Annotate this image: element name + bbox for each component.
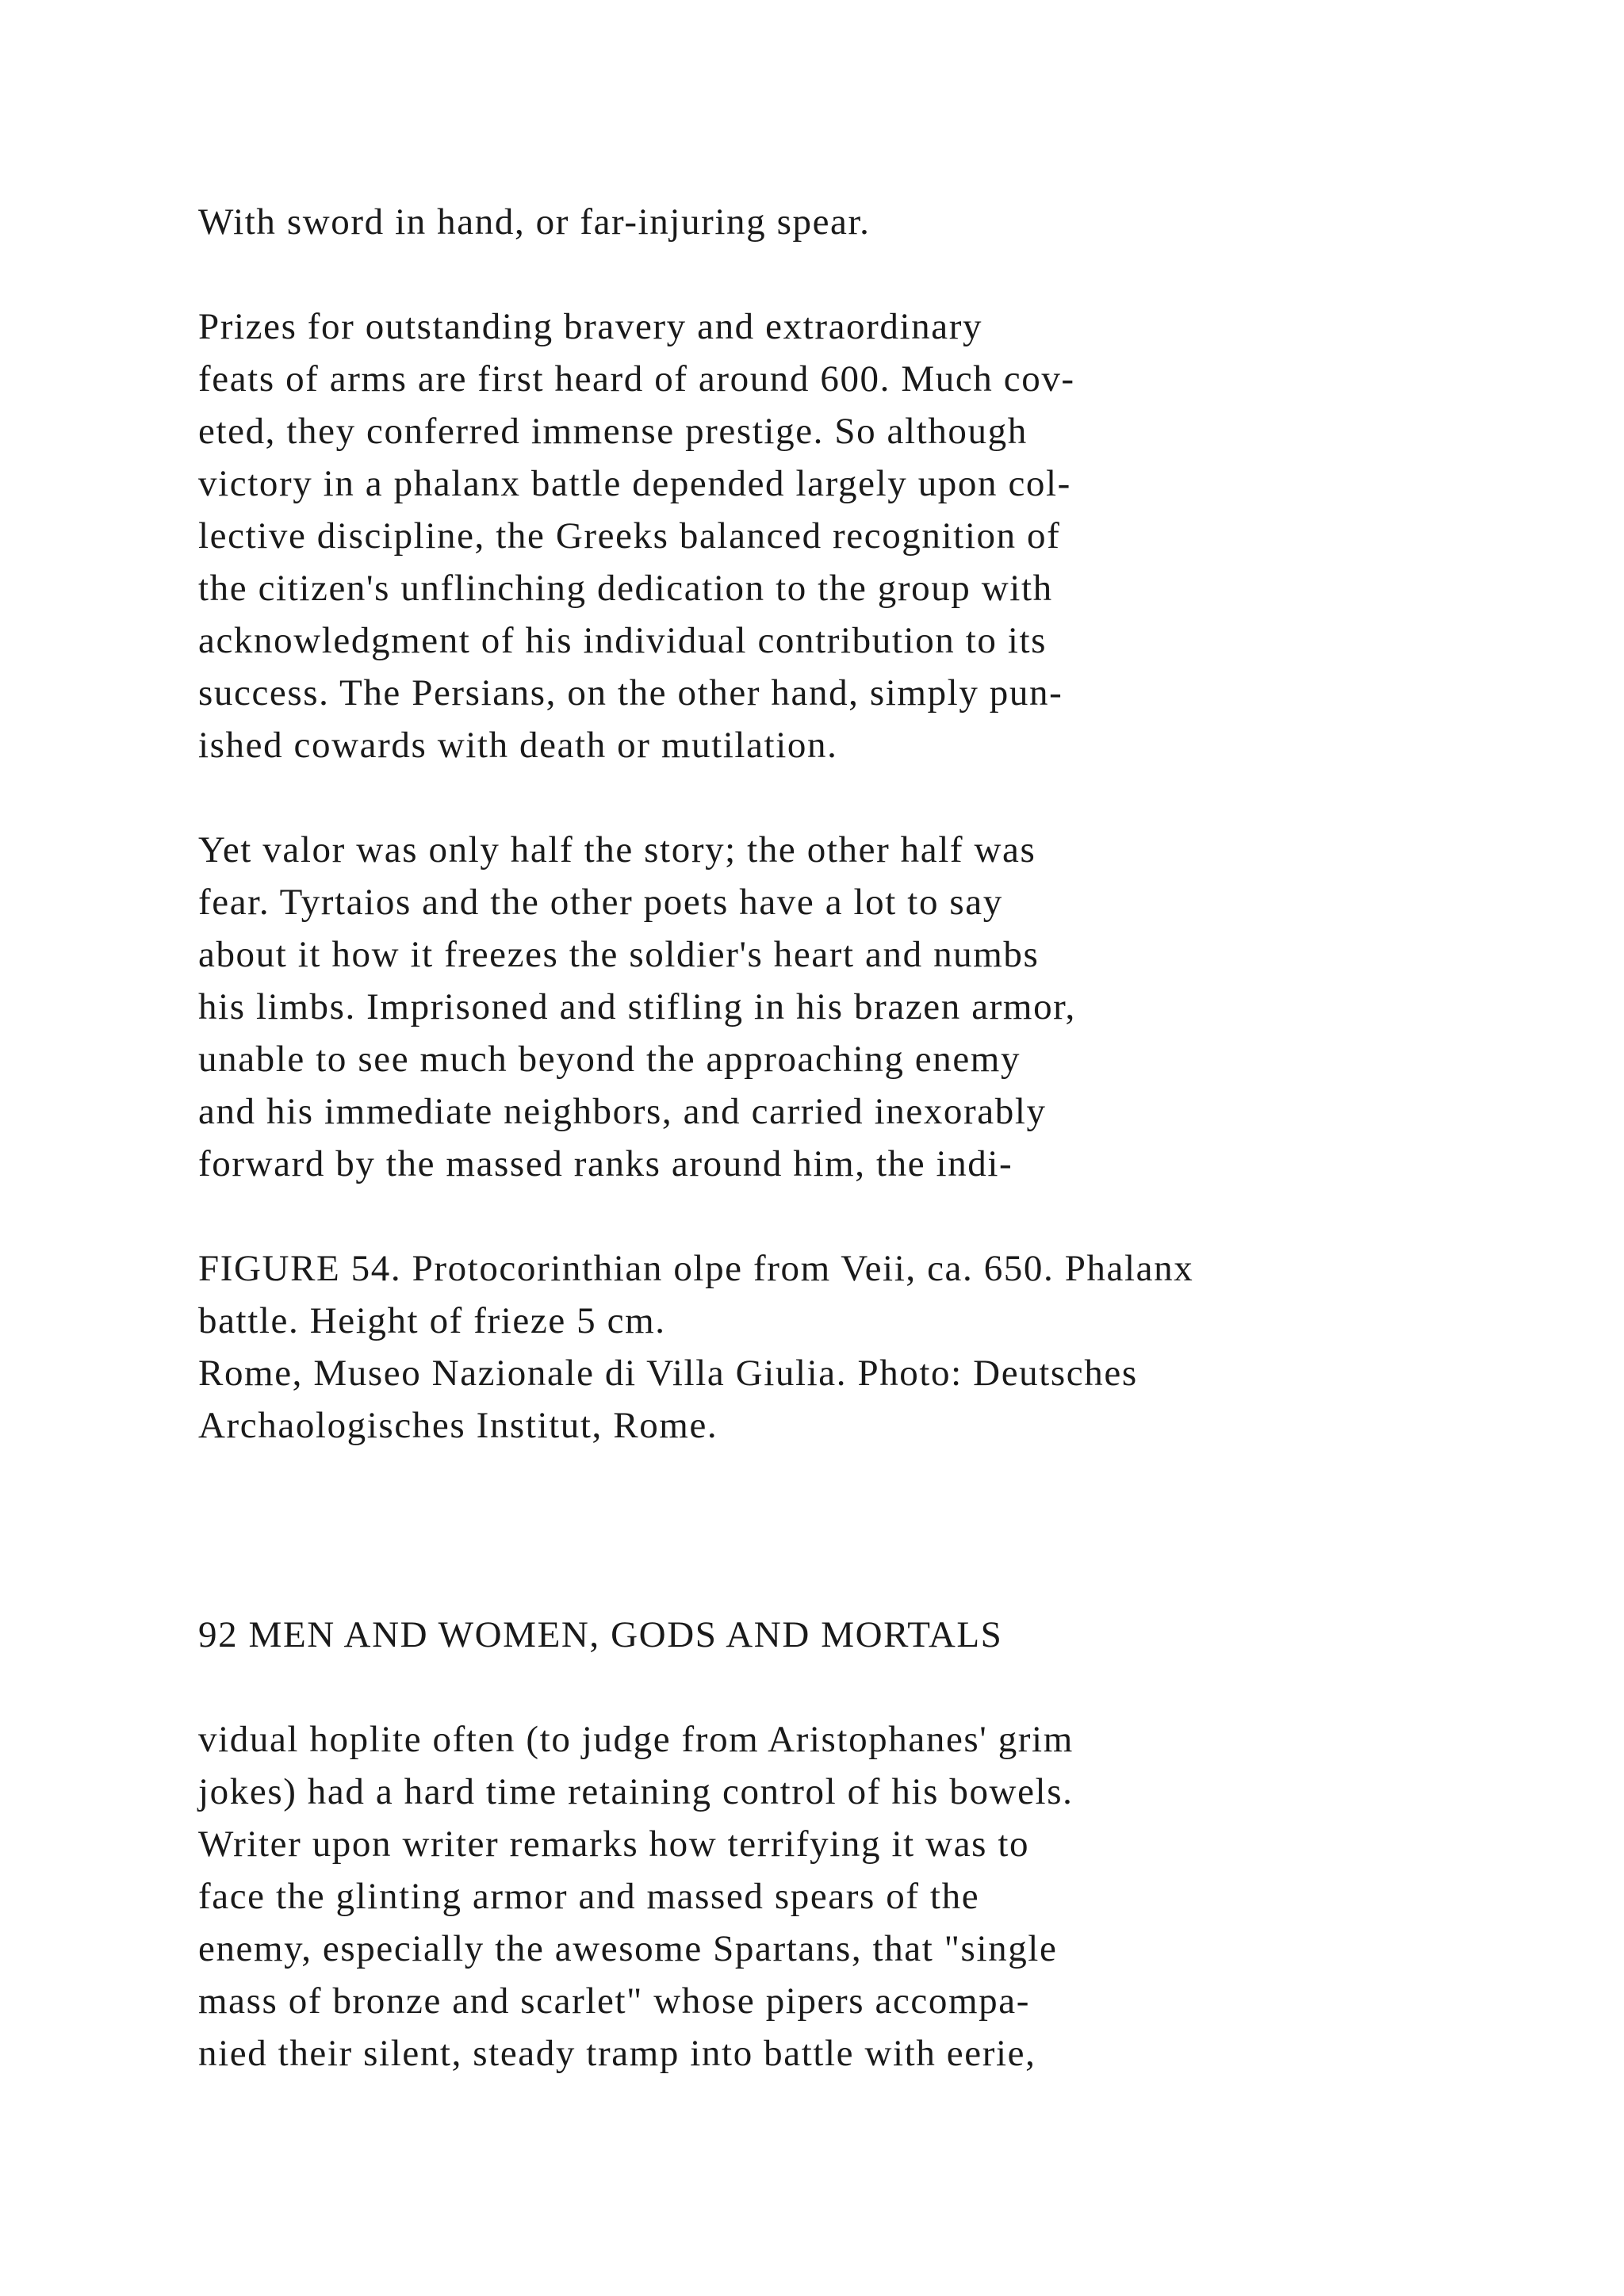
figure-caption-line: Rome, Museo Nazionale di Villa Giulia. Photo: Deutsches bbox=[198, 1353, 1138, 1394]
paragraph-1-line: lective discipline, the Greeks balanced recognition of bbox=[198, 515, 1061, 557]
paragraph-3-line: Writer upon writer remarks how terrifying it was to bbox=[198, 1823, 1030, 1865]
figure-caption-line: Archaologisches Institut, Rome. bbox=[198, 1405, 718, 1446]
paragraph-1-line: Prizes for outstanding bravery and extraordinary bbox=[198, 306, 983, 347]
paragraph-1-line: acknowledgment of his individual contribution to its bbox=[198, 620, 1048, 661]
paragraph-2-line: unable to see much beyond the approaching enemy bbox=[198, 1039, 1021, 1080]
running-header: 92 MEN AND WOMEN, GODS AND MORTALS bbox=[198, 1614, 1003, 1655]
figure-caption-line: battle. Height of frieze 5 cm. bbox=[198, 1300, 666, 1341]
opening-line: With sword in hand, or far-injuring spear. bbox=[198, 201, 871, 243]
paragraph-3-line: vidual hoplite often (to judge from Aristophanes' grim bbox=[198, 1719, 1074, 1760]
paragraph-2-line: Yet valor was only half the story; the other half was bbox=[198, 829, 1036, 871]
paragraph-2-line: about it how it freezes the soldier's heart and numbs bbox=[198, 934, 1040, 975]
paragraph-2-line: and his immediate neighbors, and carried inexorably bbox=[198, 1091, 1047, 1132]
figure-caption-line: FIGURE 54. Protocorinthian olpe from Veii, ca. 650. Phalanx bbox=[198, 1248, 1194, 1289]
paragraph-1-line: ished cowards with death or mutilation. bbox=[198, 725, 838, 766]
paragraph-3-line: nied their silent, steady tramp into battle with eerie, bbox=[198, 2033, 1036, 2074]
paragraph-1-line: success. The Persians, on the other hand, simply pun- bbox=[198, 672, 1063, 714]
paragraph-2-line: his limbs. Imprisoned and stifling in his brazen armor, bbox=[198, 986, 1076, 1027]
paragraph-1-line: feats of arms are first heard of around 600. Much cov- bbox=[198, 358, 1075, 400]
paragraph-3-line: face the glinting armor and massed spears of the bbox=[198, 1876, 980, 1917]
paragraph-1-line: eted, they conferred immense prestige. So although bbox=[198, 411, 1028, 452]
paragraph-2-line: fear. Tyrtaios and the other poets have a lot to say bbox=[198, 882, 1003, 923]
paragraph-2-line: forward by the massed ranks around him, the indi- bbox=[198, 1143, 1013, 1184]
paragraph-3-line: mass of bronze and scarlet" whose pipers accompa- bbox=[198, 1980, 1030, 2022]
paragraph-1-line: victory in a phalanx battle depended largely upon col- bbox=[198, 463, 1071, 504]
paragraph-1-line: the citizen's unflinching dedication to the group with bbox=[198, 568, 1053, 609]
paragraph-3-line: jokes) had a hard time retaining control of his bowels. bbox=[198, 1771, 1074, 1812]
paragraph-3-line: enemy, especially the awesome Spartans, that "single bbox=[198, 1928, 1058, 1969]
